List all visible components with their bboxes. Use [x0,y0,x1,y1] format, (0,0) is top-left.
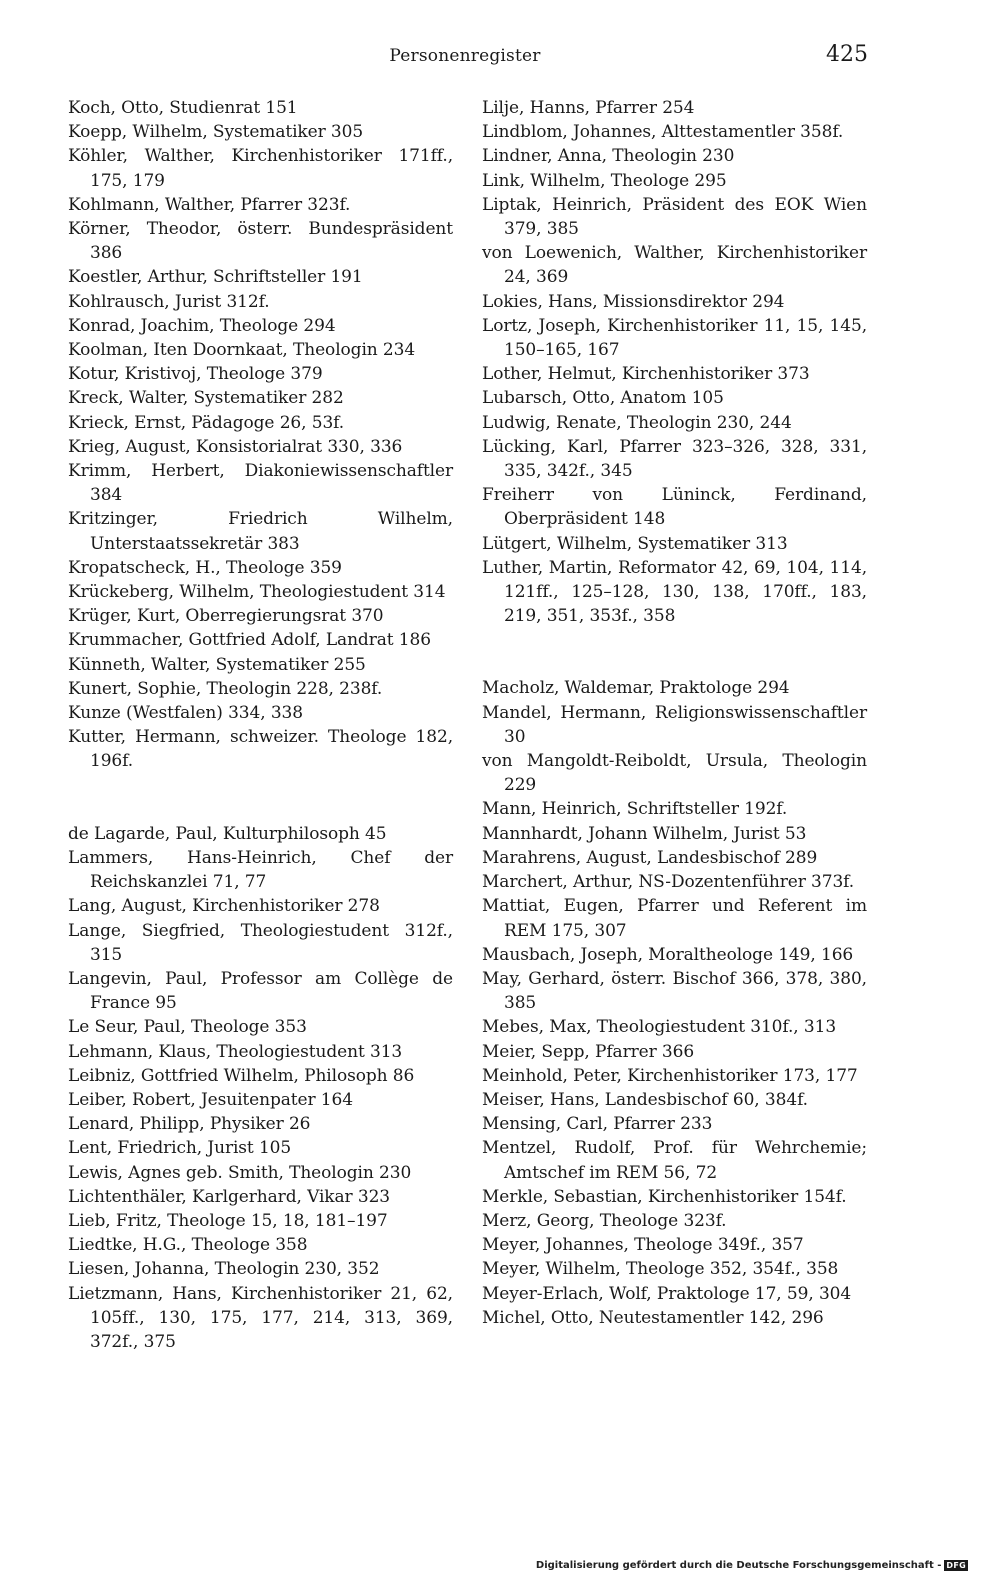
index-entry: Krückeberg, Wilhelm, Theologiestudent 314 [68,582,446,603]
index-entry: Luther, Martin, Reformator 42, 69, 104, 114, 121ff., 125–128, 130, 138, 170ff., 183, 219, 351, 353f., 358 [482,557,867,627]
index-entry: Freiherr von Lüninck, Ferdinand, Oberpräsident 148 [482,485,867,530]
index-entry: Liedtke, H.G., Theologe 358 [68,1235,308,1256]
index-entry: Kunert, Sophie, Theologin 228, 238f. [68,678,383,699]
index-entry: Lütgert, Wilhelm, Systematiker 313 [482,533,788,554]
index-section-k [68,96,453,774]
index-entry: Meyer, Johannes, Theologe 349f., 357 [482,1235,804,1256]
index-entry: Kreck, Walter, Systematiker 282 [68,388,344,409]
index-entry: Mannhardt, Johann Wilhelm, Jurist 53 [482,823,807,844]
index-entry: Meiser, Hans, Landesbischof 60, 384f. [482,1089,808,1110]
index-entry: Liesen, Johanna, Theologin 230, 352 [68,1259,380,1280]
index-entry: Lücking, Karl, Pfarrer 323–326, 328, 331, 335, 342f., 345 [482,436,867,482]
index-entry: Krimm, Herbert, Diakoniewissenschaftler 384 [68,461,453,506]
index-entry: Meier, Sepp, Pfarrer 366 [482,1041,695,1062]
index-entry: Koepp, Wilhelm, Systematiker 305 [68,122,364,143]
index-entry: Langevin, Paul, Professor am Collège de France 95 [68,968,453,1014]
index-entry: Lilje, Hanns, Pfarrer 254 [482,98,695,118]
index-entry: Lubarsch, Otto, Anatom 105 [482,388,724,409]
digitization-credit-text: Digitalisierung gefördert durch die Deutsche Forschungsgemeinschaft - [535,1560,942,1571]
index-entry: Merkle, Sebastian, Kirchenhistoriker 154f. [482,1186,847,1207]
index-entry: Krieck, Ernst, Pädagoge 26, 53f. [68,412,345,433]
index-section-l [68,822,453,1354]
index-entry: Krieg, August, Konsistorialrat 330, 336 [68,436,403,457]
index-entry: Link, Wilhelm, Theologe 295 [482,170,727,191]
digitization-credit [536,1560,968,1571]
index-entry: Mann, Heinrich, Schriftsteller 192f. [482,799,788,820]
index-entry: Kohlmann, Walther, Pfarrer 323f. [68,194,351,215]
index-entry: Merz, Georg, Theologe 323f. [482,1210,727,1231]
index-entry: Lewis, Agnes geb. Smith, Theologin 230 [68,1162,412,1183]
index-entry: Michel, Otto, Neutestamentler 142, 296 [482,1307,824,1328]
index-entry: Leibniz, Gottfried Wilhelm, Philosoph 86 [68,1065,415,1086]
index-entry: Meinhold, Peter, Kirchenhistoriker 173, 177 [482,1065,858,1086]
index-entry: Meyer, Wilhelm, Theologe 352, 354f., 358 [482,1259,839,1280]
index-section-l-continued [482,96,867,628]
running-head-title: Personenregister [389,46,541,66]
index-entry: Macholz, Waldemar, Praktologe 294 [482,678,790,699]
index-entry: Mebes, Max, Theologiestudent 310f., 313 [482,1017,837,1038]
index-section-m [482,676,867,1329]
index-entry: Lother, Helmut, Kirchenhistoriker 373 [482,364,810,385]
index-entry: Mausbach, Joseph, Moraltheologe 149, 166 [482,944,854,965]
index-entry: Lindner, Anna, Theologin 230 [482,146,735,167]
index-entry: May, Gerhard, österr. Bischof 366, 378, 380, 385 [482,968,867,1014]
index-entry: von Loewenich, Walther, Kirchenhistoriker 24, 369 [482,243,867,288]
index-entry: Kunze (Westfalen) 334, 338 [68,703,303,724]
index-entry: Lichtenthäler, Karlgerhard, Vikar 323 [68,1186,391,1207]
index-entry: Lietzmann, Hans, Kirchenhistoriker 21, 62, 105ff., 130, 175, 177, 214, 313, 369, 372f., 375 [68,1283,453,1352]
index-entry: Meyer-Erlach, Wolf, Praktologe 17, 59, 304 [482,1283,852,1304]
index-entry: Liptak, Heinrich, Präsident des EOK Wien 379, 385 [482,194,867,240]
page-number: 425 [826,42,868,67]
index-entry: Lieb, Fritz, Theologe 15, 18, 181–197 [68,1210,388,1231]
index-entry: Krummacher, Gottfried Adolf, Landrat 186 [68,630,431,651]
index-entry: Koolman, Iten Doornkaat, Theologin 234 [68,340,416,361]
index-entry: Kritzinger, Friedrich Wilhelm, Unterstaatssekretär 383 [68,509,453,554]
index-entry: Marchert, Arthur, NS-Dozentenführer 373f. [482,872,855,893]
index-entry: Lokies, Hans, Missionsdirektor 294 [482,291,785,312]
index-entry: Kotur, Kristivoj, Theologe 379 [68,364,323,385]
index-entry: Lange, Siegfried, Theologiestudent 312f., 315 [68,920,453,965]
index-entry: Lent, Friedrich, Jurist 105 [68,1138,292,1159]
dfg-logo-icon: DFG [946,1561,966,1570]
index-column-right [482,96,867,1330]
index-entry: Koch, Otto, Studienrat 151 [68,98,298,118]
index-entry: Lammers, Hans-Heinrich, Chef der Reichskanzlei 71, 77 [68,847,453,893]
index-entry: Lindblom, Johannes, Alttestamentler 358f. [482,122,844,143]
index-entry: Kropatscheck, H., Theologe 359 [68,557,342,578]
index-entry: Lehmann, Klaus, Theologiestudent 313 [68,1041,403,1062]
index-entry: Mattiat, Eugen, Pfarrer und Referent im REM 175, 307 [482,896,867,941]
index-entry: Kutter, Hermann, schweizer. Theologe 182, 196f. [68,727,453,772]
index-entry: de Lagarde, Paul, Kulturphilosoph 45 [68,823,387,844]
section-divider [482,628,867,676]
index-entry: Le Seur, Paul, Theologe 353 [68,1017,307,1038]
index-entry: Krüger, Kurt, Oberregierungsrat 370 [68,606,384,627]
index-entry: Ludwig, Renate, Theologin 230, 244 [482,412,792,433]
index-column-left [68,96,453,1354]
index-entry: Mandel, Hermann, Religionswissenschaftler 30 [482,702,867,747]
index-entry: Lang, August, Kirchenhistoriker 278 [68,896,380,917]
section-divider [68,774,453,822]
index-entry: Kohlrausch, Jurist 312f. [68,291,270,312]
index-entry: Mentzel, Rudolf, Prof. für Wehrchemie; Amtschef im REM 56, 72 [482,1138,867,1183]
index-entry: Lenard, Philipp, Physiker 26 [68,1114,311,1135]
index-entry: Marahrens, August, Landesbischof 289 [482,847,818,868]
index-entry: von Mangoldt-Reiboldt, Ursula, Theologin 229 [482,751,867,796]
index-entry: Konrad, Joachim, Theologe 294 [68,315,336,336]
index-entry: Lortz, Joseph, Kirchenhistoriker 11, 15, 145, 150–165, 167 [482,315,867,361]
index-entry: Körner, Theodor, österr. Bundespräsident 386 [68,219,453,264]
index-entry: Mensing, Carl, Pfarrer 233 [482,1114,713,1135]
index-entry: Leiber, Robert, Jesuitenpater 164 [68,1089,353,1110]
index-entry: Künneth, Walter, Systematiker 255 [68,654,366,675]
index-entry: Köhler, Walther, Kirchenhistoriker 171ff., 175, 179 [68,146,453,191]
index-entry: Koestler, Arthur, Schriftsteller 191 [68,267,363,288]
